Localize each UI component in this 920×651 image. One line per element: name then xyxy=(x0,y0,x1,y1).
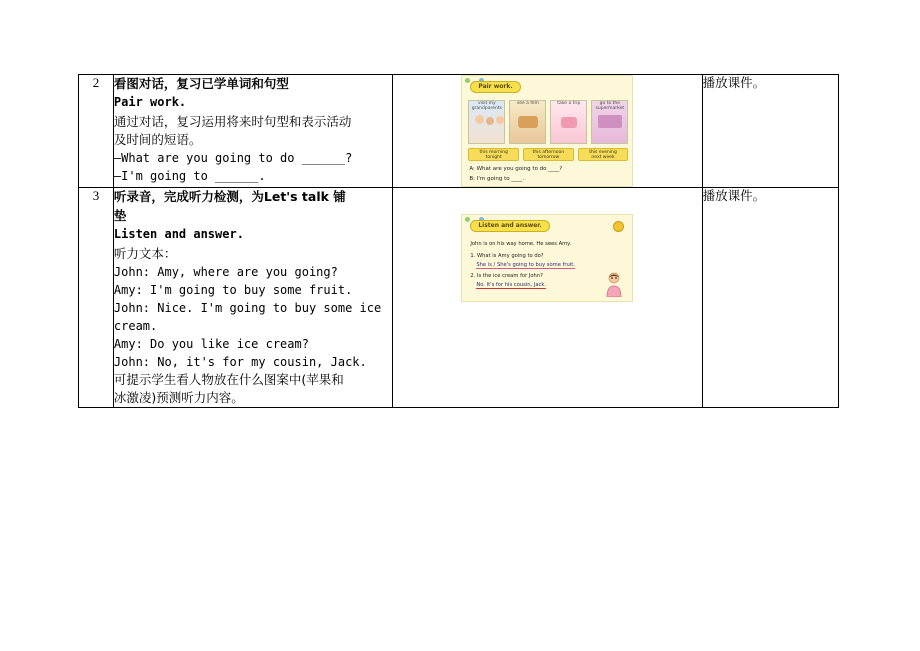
row-content-cell xyxy=(113,75,392,188)
listen-and-answer-illustration xyxy=(461,214,633,302)
picture-caption: see a film xyxy=(516,101,539,106)
step-heading-zh-line2: 垫 xyxy=(113,208,127,224)
script-line: John: Nice. I'm going to buy some ice xyxy=(113,300,382,315)
script-line: John: No, it's for my cousin, Jack. xyxy=(113,354,367,369)
step-heading-en: Listen and answer. xyxy=(113,227,244,242)
table-row xyxy=(79,188,839,408)
illustration-tab-label: Listen and answer. xyxy=(470,220,549,232)
row-note-cell: 播放课件。 xyxy=(702,75,838,188)
child-illustration-icon xyxy=(602,271,626,297)
row-image-cell xyxy=(393,75,703,188)
row-content-cell xyxy=(113,188,392,408)
time-phrase-chip: this afternoon tomorrow xyxy=(523,148,574,161)
row-number-cell: 3 xyxy=(79,188,114,408)
activity-picture xyxy=(468,100,505,144)
step-heading-zh: 看图对话，复习已学单词和句型 xyxy=(113,76,289,91)
activity-picture xyxy=(550,100,587,144)
script-line: cream. xyxy=(113,318,158,333)
listening-script-label: 听力文本： xyxy=(113,245,177,261)
illustration-intro-text: John is on his way home. He sees Amy. xyxy=(470,241,572,247)
time-phrase-chip: this evening next week xyxy=(578,148,629,161)
teaching-tip-line1: 可提示学生看人物放在什么图案中(苹果和 xyxy=(113,371,344,387)
activity-picture xyxy=(509,100,546,144)
illustration-answer-1: She is / She's going to buy some fruit. xyxy=(476,262,575,268)
step-heading-en: Pair work. xyxy=(113,95,187,110)
step-heading-zh-line1: 听录音，完成听力检测，为Let's talk 铺 xyxy=(113,189,346,204)
step-desc-line2: 及时间的短语。 xyxy=(113,131,202,147)
activity-picture xyxy=(591,100,628,144)
illustration-line-a: A: What are you going to do ____? xyxy=(469,166,563,172)
step-desc-line1: 通过对话，复习运用将来时句型和表示活动 xyxy=(113,113,352,129)
lesson-plan-table xyxy=(78,74,839,408)
illustration-question-2: 2. Is the ice cream for John? xyxy=(470,273,543,279)
row-number-cell: 2 xyxy=(79,75,114,188)
track-number-badge xyxy=(613,221,624,232)
illustration-question-1: 1. What is Amy going to do? xyxy=(470,253,544,259)
script-line: Amy: Do you like ice cream? xyxy=(113,336,309,351)
script-line: John: Amy, where are you going? xyxy=(113,264,338,279)
row-image-cell xyxy=(393,188,703,408)
dialogue-answer: —I'm going to ______. xyxy=(113,168,266,183)
picture-caption: go to the supermarket xyxy=(595,101,625,111)
illustration-answer-2: No. It's for his cousin, Jack. xyxy=(476,282,547,288)
time-phrase-chip-row xyxy=(468,148,628,161)
row-note-cell: 播放课件。 xyxy=(702,188,838,408)
dialogue-question: —What are you going to do ______? xyxy=(113,150,353,165)
activity-picture-row xyxy=(468,100,628,144)
table-row xyxy=(79,75,839,188)
illustration-line-b: B: I'm going to ____. xyxy=(469,176,525,182)
picture-caption: take a trip xyxy=(557,101,581,106)
illustration-tab-label: Pair work. xyxy=(470,81,520,93)
time-phrase-chip: this morning tonight xyxy=(468,148,519,161)
script-line: Amy: I'm going to buy some fruit. xyxy=(113,282,353,297)
teaching-tip-line2: 冰激凌)预测听力内容。 xyxy=(113,389,244,405)
pair-work-illustration xyxy=(461,75,633,187)
picture-caption: visit my grandparents xyxy=(471,101,502,111)
